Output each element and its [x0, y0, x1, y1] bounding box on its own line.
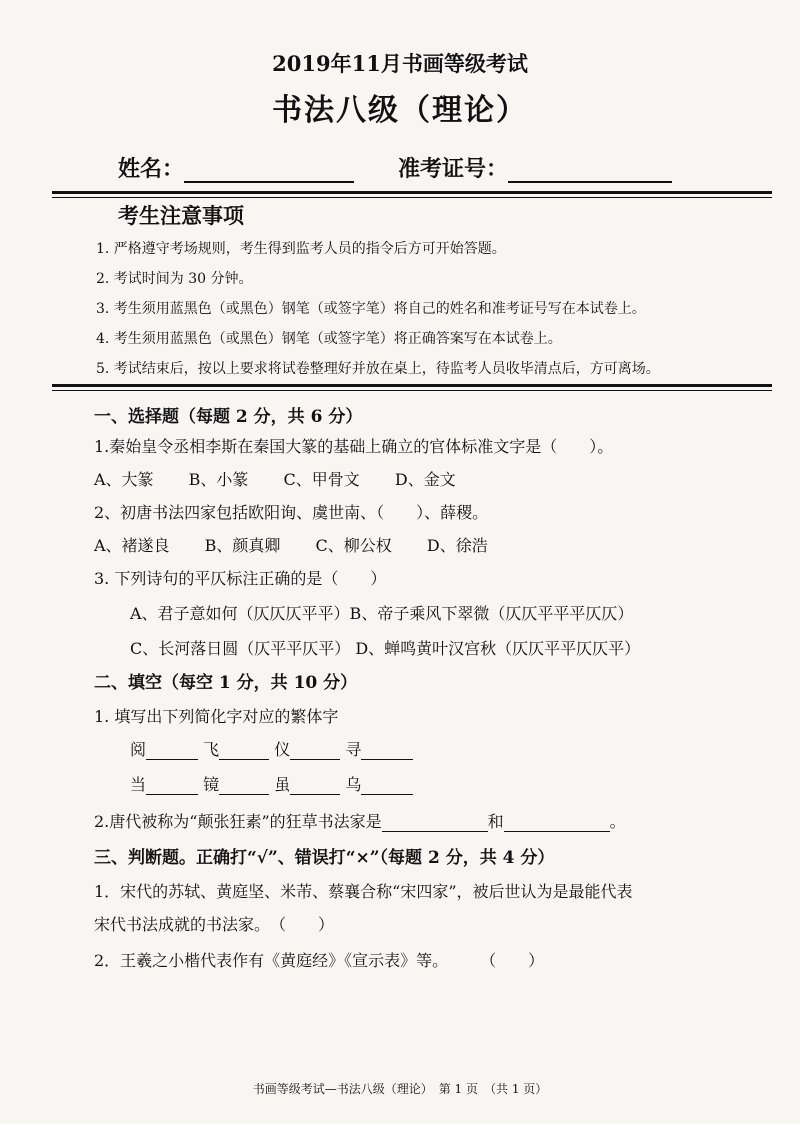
traditional-chars-row2: [130, 772, 413, 795]
notice-divider-thin: [52, 390, 772, 391]
page-footer: 书画等级考试—书法八级（理论） 第 1 页 （共 1 页）: [252, 1082, 548, 1096]
exam-id-field[interactable]: [508, 157, 672, 183]
header-divider-thin: [52, 197, 772, 198]
question-3-1-line2: 宋代书法成就的书法家。 （ ）: [94, 915, 335, 934]
notice-item: 3. 考生须用蓝黑色（或黑色）钢笔（或签字笔）将自己的姓名和准考证号写在本试卷上。: [96, 301, 646, 317]
section3-heading: 三、判断题。正确打“√”、错误打“×”（每题 2 分，共 4 分）: [94, 848, 555, 868]
notice-item: 1. 严格遵守考场规则，考生得到监考人员的指令后方可开始答题。: [96, 241, 506, 257]
option-b: B、颜真卿: [204, 536, 281, 555]
question-2-2-prefix: 2.唐代被称为“颠张狂素”的狂草书法家是: [94, 812, 382, 831]
candidate-info-row: [118, 152, 678, 183]
section2-heading: 二、填空（每空 1 分，共 10 分）: [94, 673, 358, 693]
option-d: D、金文: [394, 470, 456, 489]
simplified-char: 阅: [130, 740, 147, 759]
header-divider: [52, 191, 772, 194]
simplified-char: 虽: [274, 775, 291, 794]
answer-blank[interactable]: [219, 741, 269, 760]
answer-blank[interactable]: [290, 776, 340, 795]
question-3-1-line1: 1．宋代的苏轼、黄庭坚、米芾、蔡襄合称“宋四家”，被后世认为是最能代表: [94, 882, 633, 901]
answer-blank[interactable]: [219, 776, 269, 795]
option-c: C、甲骨文: [283, 470, 360, 489]
question-2-2-suffix: 。: [609, 812, 626, 831]
notice-item: 2. 考试时间为 30 分钟。: [96, 271, 253, 287]
traditional-chars-row1: [130, 737, 413, 760]
notice-title: 考生注意事项: [118, 203, 244, 228]
answer-blank[interactable]: [146, 776, 198, 795]
simplified-char: 寻: [345, 740, 362, 759]
option-b: B、小篆: [188, 470, 249, 489]
question-2-2-joiner: 和: [487, 812, 504, 831]
exam-title: 2019年11月书画等级考试: [272, 51, 528, 76]
simplified-char: 当: [130, 775, 147, 794]
simplified-char: 镜: [203, 775, 220, 794]
question-1-1: 1.秦始皇令丞相李斯在秦国大篆的基础上确立的官体标准文字是（ ）。: [94, 437, 614, 456]
question-1-2: 2、初唐书法四家包括欧阳询、虞世南、（ ）、薛稷。: [94, 503, 489, 522]
question-1-3-options-row2: C、长河落日圆（仄平平仄平） D、蝉鸣黄叶汉宫秋（仄仄平平仄仄平）: [130, 639, 641, 658]
simplified-char: 仪: [274, 740, 291, 759]
answer-blank[interactable]: [361, 776, 413, 795]
section1-heading: 一、选择题（每题 2 分，共 6 分）: [94, 407, 363, 427]
subject-title: 书法八级（理论）: [272, 93, 528, 128]
option-a: A、褚遂良: [94, 536, 170, 555]
answer-blank[interactable]: [290, 741, 340, 760]
question-2-2: [94, 809, 626, 832]
id-label: 准考证号：: [398, 156, 509, 182]
answer-blank[interactable]: [361, 741, 413, 760]
option-d: D、徐浩: [426, 536, 488, 555]
notice-item: 4. 考生须用蓝黑色（或黑色）钢笔（或签字笔）将正确答案写在本试卷上。: [96, 331, 562, 347]
question-2-1: 1. 填写出下列简化字对应的繁体字: [94, 707, 339, 726]
question-1-2-options: [94, 533, 518, 556]
answer-blank[interactable]: [382, 813, 488, 832]
question-1-1-options: [94, 467, 486, 490]
simplified-char: 乌: [345, 775, 362, 794]
notice-divider: [52, 384, 772, 387]
simplified-char: 飞: [203, 740, 220, 759]
question-3-2: 2．王羲之小楷代表作有《黄庭经》《宣示表》等。 （ ）: [94, 951, 545, 970]
answer-blank[interactable]: [504, 813, 610, 832]
option-a: A、大篆: [94, 470, 154, 489]
notice-list: [96, 234, 716, 384]
question-1-3: 3. 下列诗句的平仄标注正确的是（ ）: [94, 569, 387, 588]
notice-item: 5. 考试结束后，按以上要求将试卷整理好并放在桌上，待监考人员收毕清点后，方可离场。: [96, 361, 660, 377]
name-label: 姓名：: [118, 156, 185, 182]
answer-blank[interactable]: [146, 741, 198, 760]
name-field[interactable]: [184, 157, 354, 183]
option-c: C、柳公权: [315, 536, 392, 555]
question-1-3-options-row1: A、君子意如何（仄仄仄平平）B、帝子乘风下翠微（仄仄平平平仄仄）: [130, 604, 634, 623]
